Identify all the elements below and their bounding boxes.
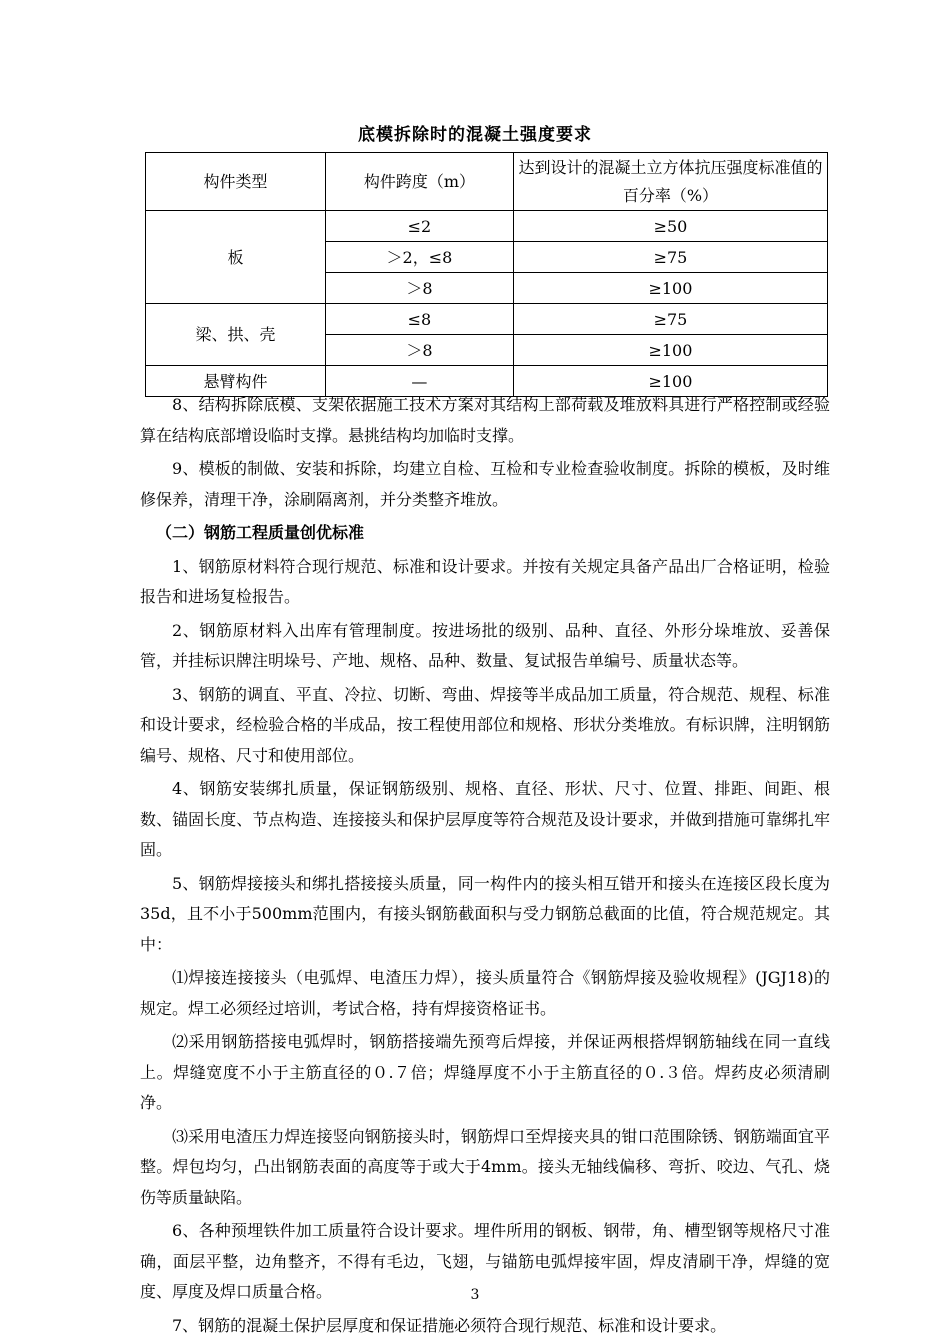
cell-percentage: ≥75: [513, 242, 827, 273]
cell-span: ＞2，≤8: [325, 242, 513, 273]
paragraph-formwork-8: 8、结构拆除底模、支架依据施工技术方案对其结构上部荷载及堆放料具进行严格控制或经验算在结构底部增设临时支撑。悬挑结构均加临时支撑。: [140, 395, 830, 445]
cell-span: ＞8: [325, 335, 513, 366]
page-number: 3: [470, 1287, 480, 1303]
header-component-type: 构件类型: [146, 153, 326, 211]
paragraph-rebar-2: 2、钢筋原材料入出库有管理制度。按进场批的级别、品种、直径、外形分垛堆放、妥善保管，并挂标识牌注明垛号、产地、规格、品种、数量、复试报告单编号、质量状态等。: [140, 620, 830, 670]
table-title: 底模拆除时的混凝土强度要求: [358, 125, 592, 145]
cell-percentage: ≥100: [513, 273, 827, 304]
cell-percentage: ≥100: [513, 366, 827, 397]
cell-percentage: ≥100: [513, 335, 827, 366]
paragraph-formwork-9: 9、模板的制做、安装和拆除，均建立自检、互检和专业检查验收制度。拆除的模板，及时维修保养，清理干净，涂刷隔离剂，并分类整齐堆放。: [140, 459, 830, 509]
header-span: 构件跨度（m）: [325, 153, 513, 211]
cell-span: ＞8: [325, 273, 513, 304]
paragraph-rebar-7: 7、钢筋的混凝土保护层厚度和保证措施必须符合现行规范、标准和设计要求。: [172, 1315, 727, 1335]
paragraph-rebar-3: 3、钢筋的调直、平直、冷拉、切断、弯曲、焊接等半成品加工质量，符合规范、规程、标准和设计要求，经检验合格的半成品，按工程使用部位和规格、形状分类堆放。有标识牌，注明钢筋编号、规格、尺寸和使用部位。: [140, 684, 830, 765]
table-row: [146, 304, 828, 335]
body-text: [140, 390, 830, 1344]
cell-percentage: ≥50: [513, 211, 827, 242]
cell-percentage: ≥75: [513, 304, 827, 335]
cell-span: ≤8: [325, 304, 513, 335]
paragraph-rebar-4: 4、钢筋安装绑扎质量，保证钢筋级别、规格、直径、形状、尺寸、位置、排距、间距、根数、锚固长度、节点构造、连接接头和保护层厚度等符合规范及设计要求，并做到措施可靠绑扎牢固。: [140, 779, 830, 859]
paragraph-rebar-5-1: ⑴焊接连接接头（电弧焊、电渣压力焊），接头质量符合《钢筋焊接及验收规程》(JGJ18)的规定。焊工必须经过培训，考试合格，持有焊接资格证书。: [140, 968, 830, 1018]
paragraph-rebar-5: 5、钢筋焊接接头和绑扎搭接接头质量，同一构件内的接头相互错开和接头在连接区段长度为35d，且不小于500mm范围内，有接头钢筋截面积与受力钢筋总截面的比值，符合规范规定。其中：: [140, 873, 830, 954]
cell-component-type: 板: [146, 211, 326, 304]
concrete-strength-table: [145, 152, 828, 397]
table-row: [146, 211, 828, 242]
paragraph-rebar-5-2: ⑵采用钢筋搭接电弧焊时，钢筋搭接端先预弯后焊接，并保证两根搭焊钢筋轴线在同一直线上。焊缝宽度不小于主筋直径的０.７倍；焊缝厚度不小于主筋直径的０.３倍。焊药皮必须清刷净。: [140, 1032, 830, 1112]
header-percentage: 达到设计的混凝土立方体抗压强度标准值的百分率（%）: [513, 153, 827, 211]
paragraph-rebar-6: 6、各种预埋铁件加工质量符合设计要求。埋件所用的钢板、钢带，角、槽型钢等规格尺寸准确，面层平整，边角整齐，不得有毛边，飞翅，与锚筋电弧焊接牢固，焊皮清刷干净，焊缝的宽度、厚度及焊口质量合格。: [140, 1221, 830, 1301]
cell-component-type: 悬臂构件: [146, 366, 326, 397]
section-heading: （二）钢筋工程质量创优标准: [156, 523, 365, 542]
table-header-row: [146, 153, 828, 211]
cell-span: ≤2: [325, 211, 513, 242]
paragraph-rebar-5-3: ⑶采用电渣压力焊连接竖向钢筋接头时，钢筋焊口至焊接夹具的钳口范围除锈、钢筋端面宜平整。焊包均匀，凸出钢筋表面的高度等于或大于4mm。接头无轴线偏移、弯折、咬边、气孔、烧伤等质量缺陷。: [140, 1126, 830, 1207]
cell-span: —: [325, 366, 513, 397]
cell-component-type: 梁、拱、壳: [146, 304, 326, 366]
paragraph-rebar-1: 1、钢筋原材料符合现行规范、标准和设计要求。并按有关规定具备产品出厂合格证明，检验报告和进场复检报告。: [140, 556, 830, 606]
